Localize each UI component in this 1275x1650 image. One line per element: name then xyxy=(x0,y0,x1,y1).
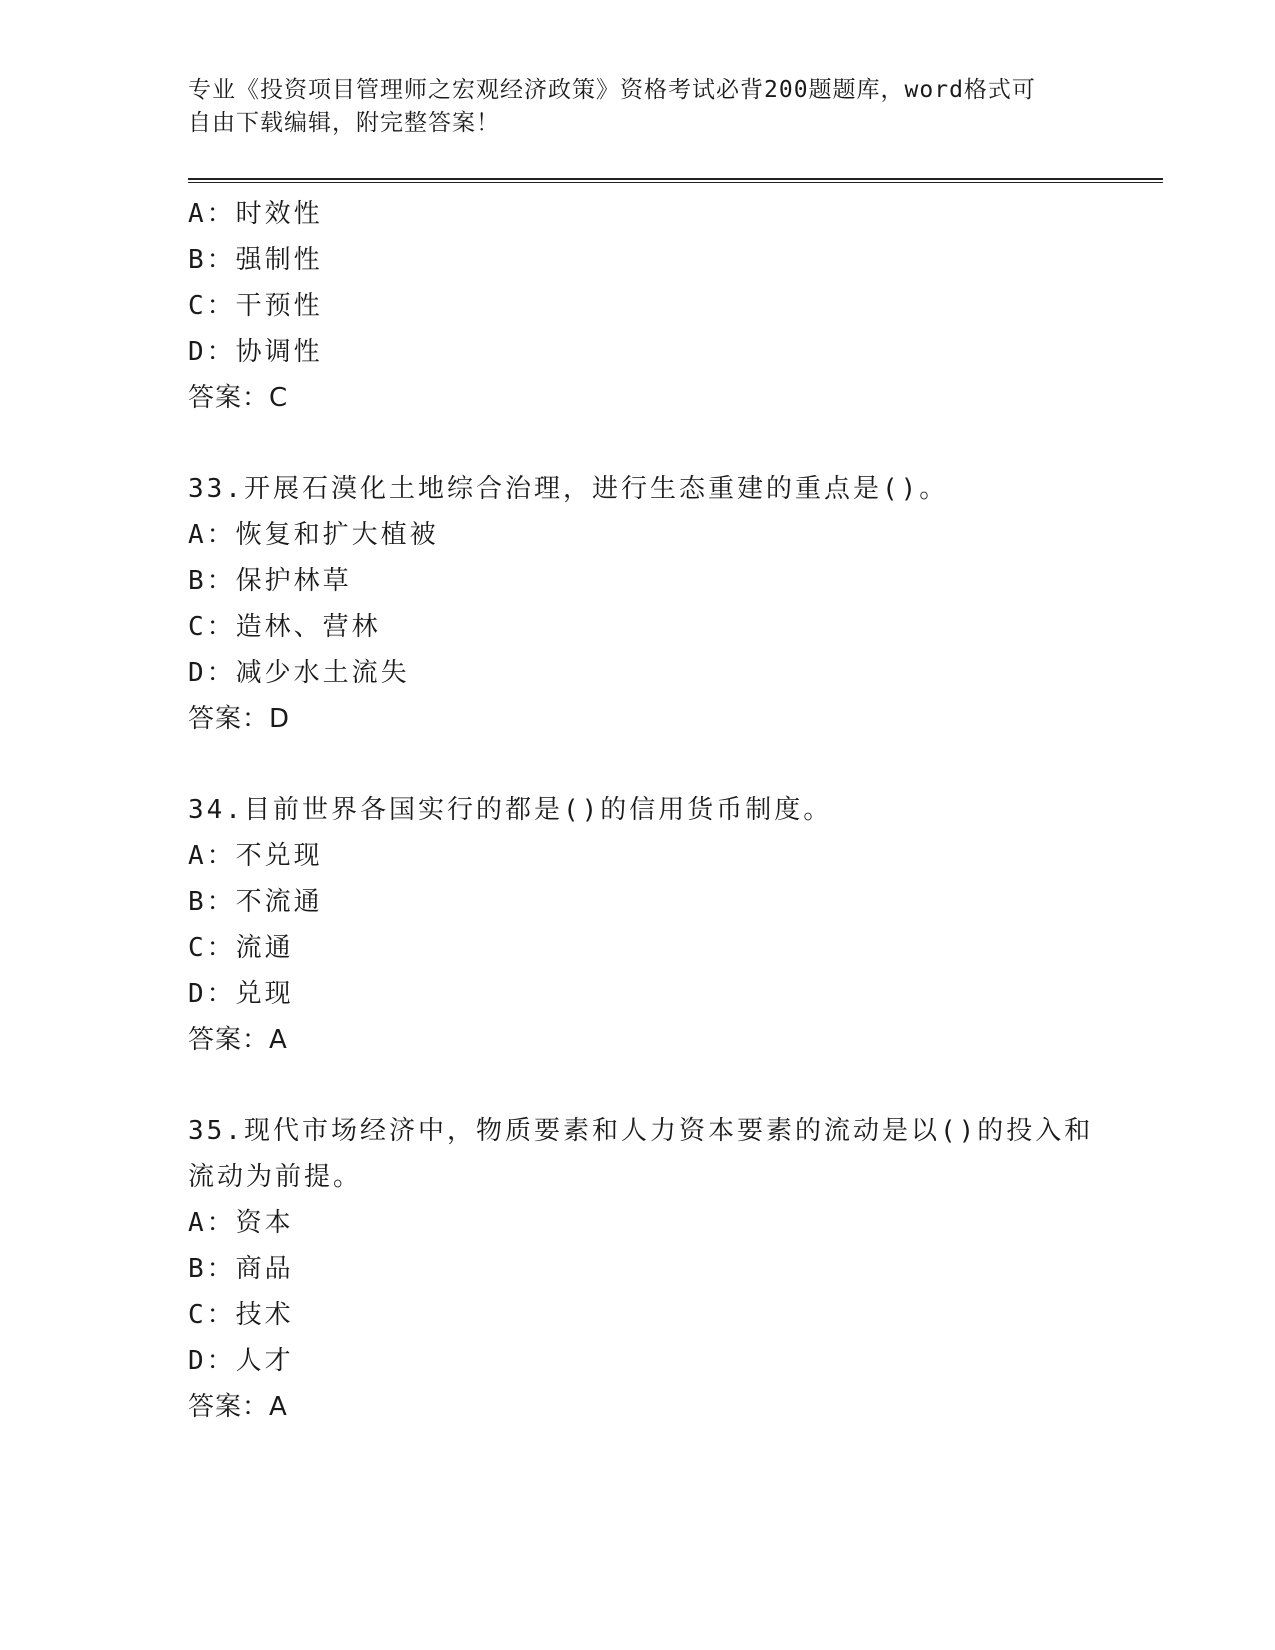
question-text-line-2: 流动为前提。 xyxy=(188,1162,363,1192)
option-a: A：不兑现 xyxy=(188,841,323,871)
header-line-2: 自由下载编辑，附完整答案！ xyxy=(188,110,500,136)
question-text-line-1: 35.现代市场经济中，物质要素和人力资本要素的流动是以()的投入和 xyxy=(188,1116,1094,1146)
question-list xyxy=(188,191,1094,1430)
option-b: B：商品 xyxy=(188,1254,294,1284)
option-d: D：协调性 xyxy=(188,337,323,367)
answer: 答案：A xyxy=(188,1025,288,1055)
question-34 xyxy=(188,787,1088,1063)
option-c: C：技术 xyxy=(188,1300,294,1330)
option-a: A：资本 xyxy=(188,1208,294,1238)
option-b: B：不流通 xyxy=(188,887,323,917)
option-c: C：干预性 xyxy=(188,291,323,321)
header-line-1: 专业《投资项目管理师之宏观经济政策》资格考试必背200题题库，word格式可 xyxy=(188,77,1036,103)
option-d: D：兑现 xyxy=(188,979,294,1009)
option-d: D：减少水土流失 xyxy=(188,658,410,688)
question-33 xyxy=(188,466,1088,742)
spacer xyxy=(188,742,1088,787)
option-a: A：时效性 xyxy=(188,199,323,229)
answer: 答案：D xyxy=(188,704,291,734)
option-c: C：流通 xyxy=(188,933,294,963)
option-d: D：人才 xyxy=(188,1346,294,1376)
option-b: B：强制性 xyxy=(188,245,323,275)
document-header xyxy=(188,74,1088,140)
question-32 xyxy=(188,191,1088,421)
answer: 答案：C xyxy=(188,383,289,413)
option-b: B：保护林草 xyxy=(188,566,352,596)
spacer xyxy=(188,1063,1088,1108)
option-a: A：恢复和扩大植被 xyxy=(188,520,439,550)
option-c: C：造林、营林 xyxy=(188,612,381,642)
question-35 xyxy=(188,1108,1094,1430)
header-divider xyxy=(188,178,1163,183)
question-text: 33.开展石漠化土地综合治理，进行生态重建的重点是()。 xyxy=(188,474,949,504)
answer: 答案：A xyxy=(188,1392,288,1422)
question-text: 34.目前世界各国实行的都是()的信用货币制度。 xyxy=(188,795,833,825)
spacer xyxy=(188,421,1088,466)
